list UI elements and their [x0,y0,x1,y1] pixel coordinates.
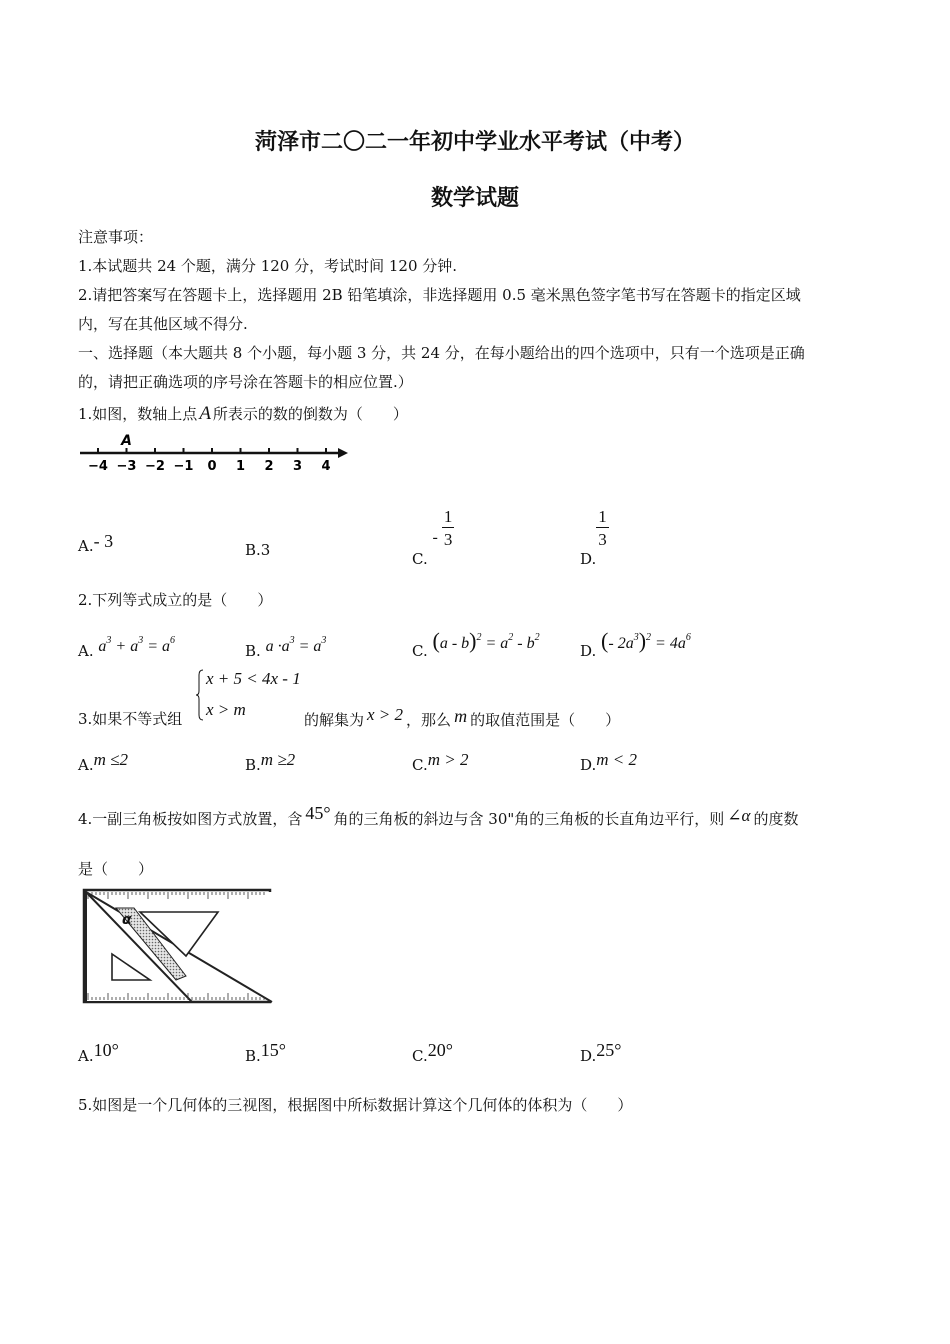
notes-heading: 注意事项： [78,228,154,246]
q1-option-c-denominator: 3 [443,530,453,549]
q3-stem-rest [304,705,621,730]
q4-option-d-label: D. [580,1047,597,1065]
q1-stem-b: 所表示的数的倒数为（ ） [212,405,408,423]
q1-option-c-sign: - [432,529,438,546]
q3-option-c-label: C. [412,756,428,774]
number-line-tick-label: −1 [173,459,194,474]
q3-condition: x > 2 [367,705,404,724]
q4-option-a-value: 10° [93,1040,119,1060]
page-subtitle: 数学试题 [430,185,519,211]
number-line-tick-label: 2 [264,459,274,474]
q2-option-b-label: B. [245,642,261,660]
q1-option-d[interactable] [580,507,609,568]
q4-stem-b: 角的三角板的斜边与含 30"角的三角板的长直角边平行，则 [333,810,725,828]
q2-option-a[interactable] [78,636,175,662]
q3-stem-c: ，那么 [406,711,452,729]
q3-option-a[interactable] [78,750,128,775]
q4-angle-45: 45° [305,803,331,823]
q4-stem-line1 [78,803,799,829]
q3-option-b-value: m ≥2 [260,750,296,769]
number-line-arrow [338,448,348,458]
notes-item-2-line2: 内，写在其他区域不得分. [78,315,248,333]
q3-option-c[interactable] [412,750,469,775]
number-line-tick-label: 0 [207,459,217,474]
q3-stem-d: 的取值范围是（ ） [470,711,621,729]
q3-option-d-value: m < 2 [596,750,638,769]
q4-option-c-label: C. [412,1047,428,1065]
q3-system-brace [196,669,204,721]
q1-option-d-denominator: 3 [598,530,607,549]
alpha-label: α [122,912,132,928]
q1-option-b-value: 3 [260,541,271,559]
q3-option-a-value: m ≤2 [93,750,128,769]
q2-option-b-expr: $a \cdot a^3 = a^3$ [265,635,327,655]
q2-option-a-label: A. [78,642,94,660]
q4-stem-line2: 是（ ） [78,860,154,878]
q3-option-d[interactable] [580,750,638,775]
q4-option-b-value: 15° [260,1040,286,1060]
q4-option-b-label: B. [245,1047,261,1065]
number-line-point-label: A [121,433,132,449]
notes-item-2-line1: 2.请把答案写在答题卡上，选择题用 2B 铅笔填涂，非选择题用 0.5 毫米黑色签字笔书写在答题卡的指定区域 [78,286,801,304]
q3-system-line-2: x > m [206,700,246,719]
q4-stem-c: 的度数 [753,810,799,828]
number-line-tick-label: 3 [292,459,303,474]
q4-option-d-value: 25° [596,1040,622,1060]
q1-option-d-label: D. [580,550,597,568]
q1-option-c-numerator: 1 [443,507,453,526]
number-line-tick-label: −2 [145,459,165,474]
q4-option-c[interactable] [412,1040,453,1066]
q3-option-a-label: A. [78,756,94,774]
q3-system-line-1: x + 5 < 4x - 1 [206,669,301,688]
q1-point-var: A [199,403,211,424]
q4-option-b[interactable] [245,1040,286,1066]
q3-option-b[interactable] [245,750,296,775]
q2-option-c[interactable] [412,628,540,662]
q1-stem [78,404,408,424]
q2-option-a-expr: $a^3 + a^3 = a^6$ [98,635,175,655]
q1-option-b[interactable] [245,540,270,560]
q4-alpha-symbol: ∠α [727,806,751,825]
q2-option-c-label: C. [412,642,428,660]
q1-option-c-label: C. [412,550,428,568]
q5-stem: 5.如图是一个几何体的三视图，根据图中所标数据计算这个几何体的体积为（ ） [78,1096,633,1114]
q1-option-b-label: B. [245,541,261,559]
q2-option-b[interactable] [245,636,326,662]
q1-option-a[interactable] [78,531,114,556]
q4-stem-a: 4.一副三角板按如图方式放置，含 [78,810,303,828]
q2-option-c-expr: $(a - b)^2 = a^2 - b^2$ [432,628,540,653]
q4-option-a-label: A. [78,1047,94,1065]
number-line-tick-label: −4 [88,459,108,474]
q3-option-b-label: B. [245,756,261,774]
q4-option-d[interactable] [580,1040,622,1066]
q1-option-a-value: - 3 [93,531,114,551]
q3-var-m: m [454,706,468,726]
q2-option-d-expr: (- $2a^3)^2 = 4a^6$ [601,628,691,653]
notes-item-1: 1.本试题共 24 个题，满分 120 分，考试时间 120 分钟. [78,257,458,275]
q3-option-c-value: m > 2 [427,750,469,769]
section-1-intro-line2: 的，请把正确选项的序号涂在答题卡的相应位置.） [78,373,413,391]
section-1-intro-line1: 一、选择题（本大题共 8 个小题，每小题 3 分，共 24 分，在每小题给出的四个选项中，只有一个选项是正确 [78,344,805,362]
q1-option-a-label: A. [78,537,94,555]
page-title: 菏泽市二〇二一年初中学业水平考试（中考） [254,129,695,155]
q2-option-d-label: D. [580,642,597,660]
number-line-tick-label: 4 [321,459,331,474]
q1-option-c[interactable] [412,507,454,568]
q1-stem-a: 1.如图，数轴上点 [78,405,198,423]
q2-stem: 2.下列等式成立的是（ ） [78,591,273,609]
q3-stem-a: 3.如果不等式组 [78,710,183,728]
q3-option-d-label: D. [580,756,597,774]
number-line-tick-label: −3 [116,459,137,474]
number-line-figure [76,428,356,478]
q4-option-c-value: 20° [427,1040,453,1060]
number-line-tick-label: 1 [235,459,246,474]
q2-option-d[interactable] [580,628,691,662]
q4-option-a[interactable] [78,1040,119,1066]
q3-stem-b: 的解集为 [304,711,365,729]
set-squares-figure [76,884,286,1010]
q1-option-d-numerator: 1 [598,507,607,526]
